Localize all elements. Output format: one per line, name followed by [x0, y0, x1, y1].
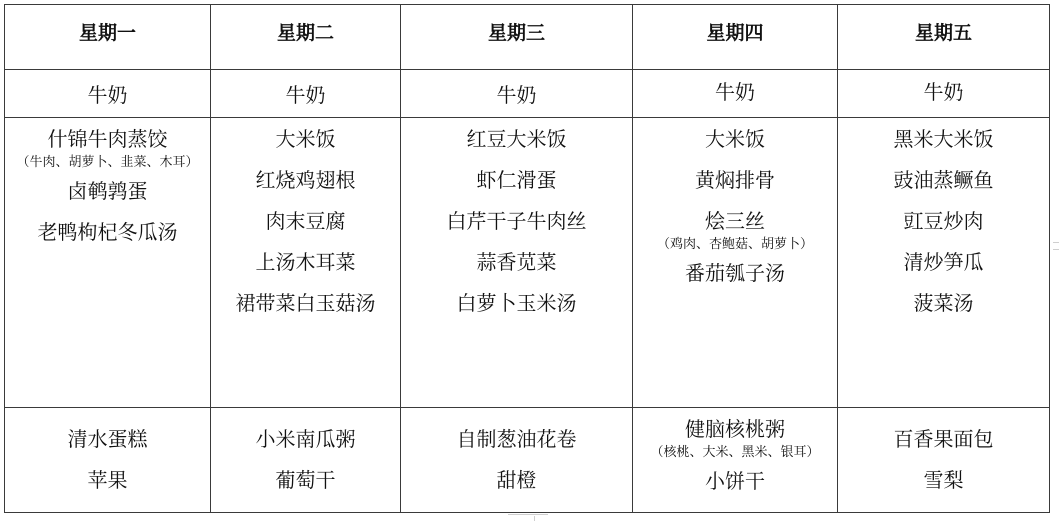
snack-cell-friday — [838, 427, 1049, 492]
dish-item: 黑米大米饭 — [893, 127, 994, 151]
dish-item: 虾仁滑蛋 — [476, 168, 557, 192]
day-header-monday: 星期一 — [78, 22, 136, 44]
dish-item: 小米南瓜粥 — [255, 427, 356, 451]
day-header-tuesday: 星期二 — [276, 22, 334, 44]
row-divider — [5, 117, 1049, 118]
dish-item: 大米饭 — [275, 127, 336, 151]
weekly-menu-table — [4, 4, 1050, 513]
dish-item: 老鸭枸杞冬瓜汤 — [37, 220, 178, 244]
dish-item: 自制葱油花卷 — [456, 427, 577, 451]
day-header-friday: 星期五 — [914, 22, 972, 44]
morning-item-thursday: 牛奶 — [715, 80, 755, 104]
dish-item: 上汤木耳菜 — [255, 250, 356, 274]
day-header-wednesday: 星期三 — [487, 22, 545, 44]
morning-item-monday: 牛奶 — [87, 83, 128, 107]
dish-item: 烩三丝 — [705, 209, 765, 233]
dish-item: 肉末豆腐 — [265, 209, 346, 233]
lunch-cell-tuesday — [211, 127, 400, 315]
lunch-cell-friday — [838, 127, 1049, 315]
dish-item: 健脑核桃粥 — [685, 417, 785, 441]
row-divider — [5, 69, 1049, 70]
row-divider — [5, 407, 1049, 408]
dish-item: 大米饭 — [705, 127, 765, 151]
dish-item: 清炒笋瓜 — [903, 250, 984, 274]
dish-item: 红烧鸡翅根 — [255, 168, 356, 192]
dish-item: 清水蛋糕 — [67, 427, 148, 451]
dish-item: 什锦牛肉蒸饺 — [47, 127, 168, 151]
dish-item: 卤鹌鹑蛋 — [67, 179, 148, 203]
dish-item: 豇豆炒肉 — [903, 209, 984, 233]
snack-cell-monday — [5, 427, 210, 492]
dish-item: 番茄瓠子汤 — [685, 261, 785, 285]
snack-cell-wednesday — [401, 427, 632, 492]
dish-item: 葡萄干 — [275, 468, 336, 492]
lunch-cell-monday — [5, 127, 210, 244]
lunch-cell-wednesday — [401, 127, 632, 315]
dish-item: 白芹干子牛肉丝 — [446, 209, 587, 233]
dish-item: 红豆大米饭 — [466, 127, 567, 151]
table-resize-handle[interactable] — [508, 514, 548, 521]
morning-item-wednesday: 牛奶 — [496, 83, 537, 107]
dish-item: 黄焖排骨 — [695, 168, 775, 192]
snack-cell-tuesday — [211, 427, 400, 492]
edge-marker — [1053, 242, 1059, 250]
dish-ingredients-note: （牛肉、胡萝卜、韭菜、木耳） — [16, 155, 199, 170]
dish-ingredients-note: （核桃、大米、黑米、银耳） — [650, 445, 820, 460]
dish-item: 甜橙 — [496, 468, 537, 492]
dish-item: 百香果面包 — [893, 427, 994, 451]
dish-item: 裙带菜白玉菇汤 — [235, 291, 376, 315]
dish-item: 菠菜汤 — [913, 291, 974, 315]
snack-cell-thursday — [633, 417, 837, 493]
lunch-cell-thursday — [633, 127, 837, 285]
morning-item-tuesday: 牛奶 — [285, 83, 326, 107]
dish-item: 苹果 — [87, 468, 128, 492]
day-header-thursday: 星期四 — [706, 22, 764, 44]
dish-item: 小饼干 — [705, 469, 765, 493]
dish-item: 豉油蒸鳜鱼 — [893, 168, 994, 192]
morning-item-friday: 牛奶 — [923, 80, 964, 104]
dish-item: 雪梨 — [923, 468, 964, 492]
dish-item: 白萝卜玉米汤 — [456, 291, 577, 315]
dish-ingredients-note: （鸡肉、杏鲍菇、胡萝卜） — [656, 237, 813, 252]
dish-item: 蒜香苋菜 — [476, 250, 557, 274]
